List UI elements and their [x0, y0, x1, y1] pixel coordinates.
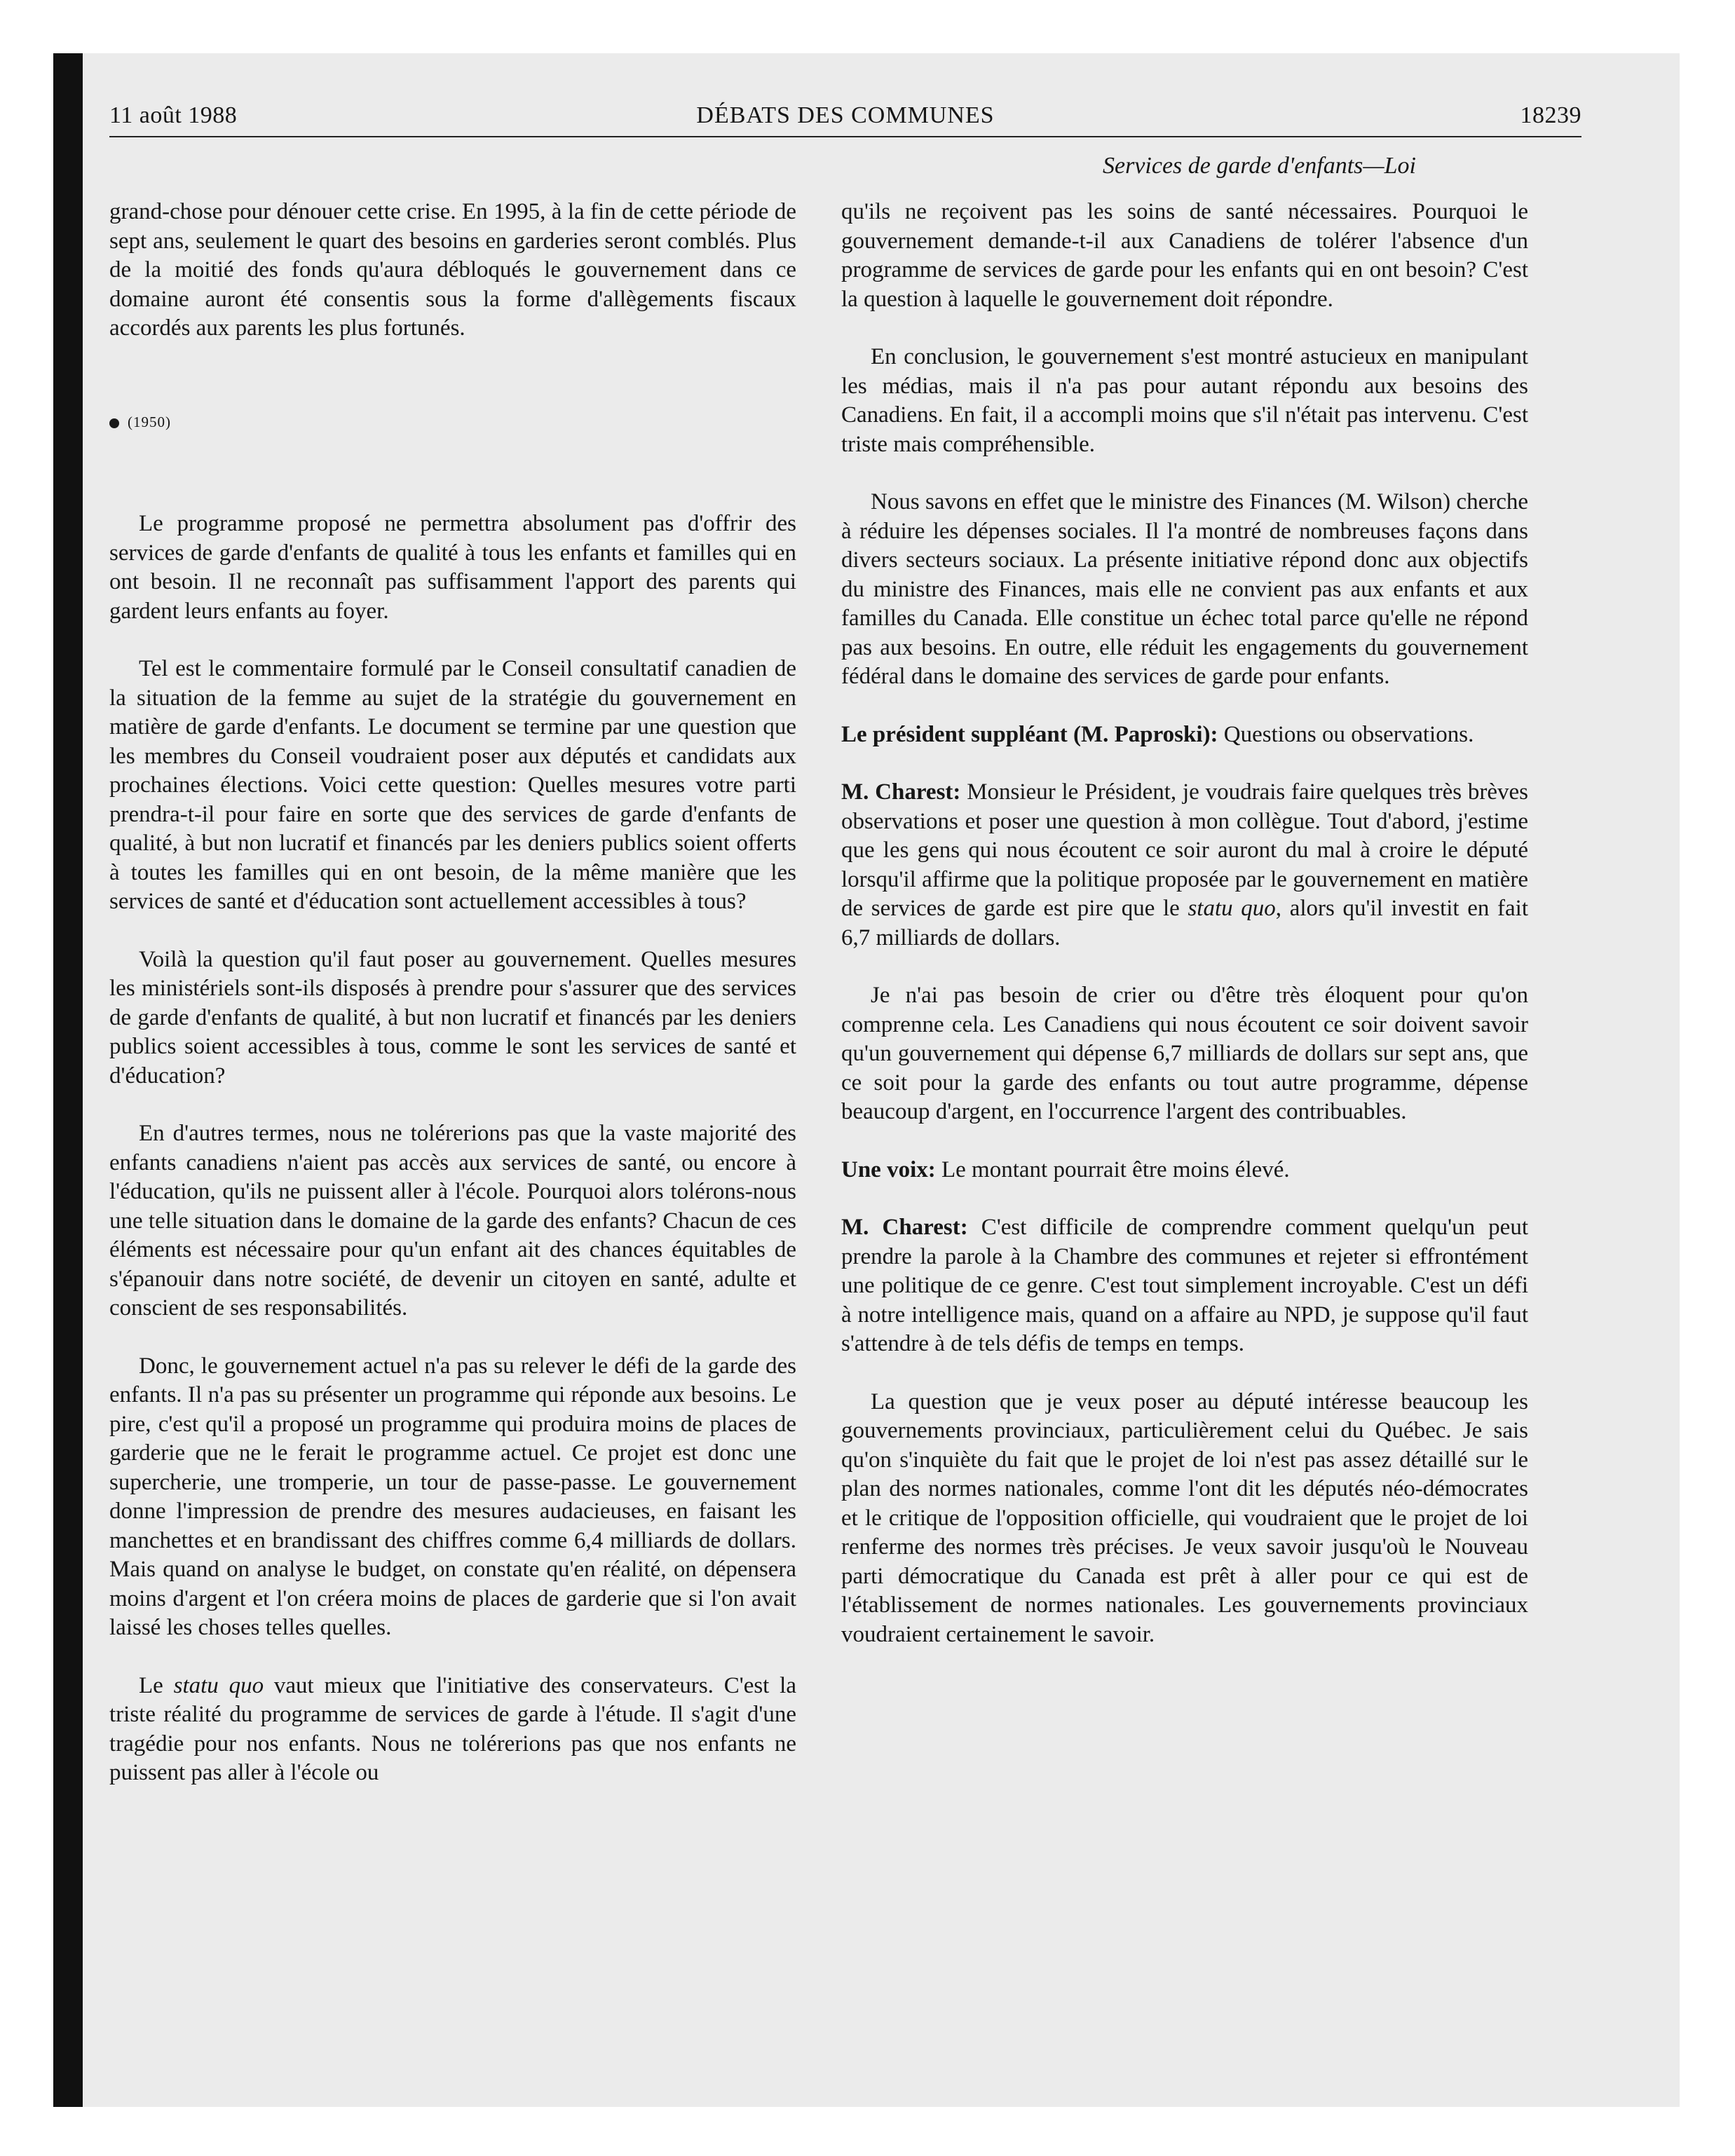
- paragraph: Tel est le commentaire formulé par le Conseil consultatif canadien de la situation de la femme au sujet de la stratégie du gouvernement en matière de garde d'enfants. Le document se termine par une question que les membres du Conseil voudraient poser aux députés et candidats aux prochaines élections. Voici cette question: Quelles mesures votre parti prendra-t-il pour faire en sorte que des services de garde d'enfants de qualité, à but non lucratif et financés par les deniers publics soient offerts à toutes les familles qui en ont besoin, de la même manière que les services de santé et d'éducation sont actuellement accessibles à tous?: [109, 656, 796, 914]
- speaker-name: Une voix:: [841, 1157, 936, 1182]
- text-run: Le: [139, 1672, 174, 1698]
- left-column: [109, 198, 796, 2027]
- time-marker: [109, 408, 796, 437]
- paragraph: Voilà la question qu'il faut poser au gouvernement. Quelles mesures les ministériels sont-ils disposés à prendre pour s'assurer que des services de garde d'enfants de qualité, à but non lucratif et financés par les deniers publics soient accessibles à tous, comme le sont les services de santé et d'éducation?: [109, 946, 796, 1089]
- paragraph: Nous savons en effet que le ministre des Finances (M. Wilson) cherche à réduire les dépenses sociales. Il l'a montré de nombreuses façons dans divers secteurs sociaux. La présente initiative répond donc aux objectifs du ministre des Finances, mais elle ne convient pas aux enfants et aux familles du Canada. Elle constitue un échec total parce qu'elle ne répond pas aux besoins. En outre, elle réduit les engagements du gouvernement fédéral dans le domaine des services de garde pour enfants.: [841, 489, 1528, 689]
- text-run: vaut mieux que l'initiative des conservateurs. C'est la triste réalité du programme de services de garde à l'étude. Il s'agit d'une tragédie pour nos enfants. Nous ne tolérerions pas que nos enfants ne puissent pas aller à l'école ou: [109, 1672, 796, 1785]
- paragraph: La question que je veux poser au député intéresse beaucoup les gouvernements provinciaux, particulièrement celui du Québec. Je sais qu'on s'inquiète du fait que le projet de loi n'est pas assez détaillé sur le plan des normes nationales, comme l'ont dit les députés néo-démocrates et le critique de l'opposition officielle, qui voudraient que le projet de loi renferme des normes très précises. Je veux savoir jusqu'où le Nouveau parti démocratique du Canada est prêt à aller pour ce qui est de l'établissement de normes nationales. Les gouvernements provinciaux voudraient certainement le savoir.: [841, 1389, 1528, 1647]
- header-rule: [109, 136, 1581, 137]
- paragraph: qu'ils ne reçoivent pas les soins de santé nécessaires. Pourquoi le gouvernement demande-t-il aux Canadiens de tolérer l'absence d'un programme de services de garde pour les enfants qui en ont besoin? C'est la question à laquelle le gouvernement doit répondre.: [841, 199, 1528, 312]
- italic-term: statu quo: [1188, 896, 1276, 921]
- page-header: [109, 102, 1581, 139]
- speaker-name: M. Charest:: [841, 1215, 968, 1240]
- paragraph: En d'autres termes, nous ne tolérerions pas que la vaste majorité des enfants canadiens n'aient pas accès aux services de santé, ou encore à l'éducation, qu'ils ne puissent aller à l'école. Pourquoi alors tolérons-nous une telle situation dans le domaine de la garde des enfants? Chacun de ces éléments est nécessaire pour qu'un enfant ait des chances équitables de s'épanouir dans notre société, de devenir un citoyen en santé, adulte et conscient de ses responsabilités.: [109, 1121, 796, 1321]
- paragraph: [109, 1672, 796, 1788]
- speech-text: Monsieur le Président, je voudrais faire quelques très brèves observations et poser une question à mon collègue. Tout d'abord, j'estime que les gens qui nous écoutent ce soir auront du mal à croire le député lorsqu'il affirme que la politique proposée par le gouvernement en matière de services de garde est pire que le: [841, 779, 1528, 921]
- right-column: [841, 198, 1528, 2027]
- speaker-name: Le président suppléant (M. Paproski):: [841, 721, 1218, 747]
- speech-paragraph: [841, 1213, 1528, 1359]
- header-date: 11 août 1988: [109, 102, 238, 128]
- time-marker-text: (1950): [128, 413, 171, 430]
- header-page-number: 18239: [1520, 102, 1581, 128]
- speech-text: C'est difficile de comprendre comment quelqu'un peut prendre la parole à la Chambre des communes et rejeter si effrontément une politique de ce genre. C'est tout simplement incroyable. C'est un défi à notre intelligence mais, quand on a affaire au NPD, je suppose qu'il faut s'attendre à de tels défis de temps en temps.: [841, 1215, 1528, 1356]
- speech-paragraph: [841, 721, 1528, 750]
- italic-term: statu quo: [173, 1672, 264, 1698]
- speech-paragraph: [841, 1156, 1528, 1185]
- paragraph: Donc, le gouvernement actuel n'a pas su relever le défi de la garde des enfants. Il n'a pas su présenter un programme qui réponde aux besoins. Le pire, c'est qu'il a proposé un programme qui produira moins de places de garderie que ne le ferait le programme actuel. Ce projet est donc une supercherie, une tromperie, un tour de passe-passe. Le gouvernement donne l'impression de prendre des mesures audacieuses, en faisant les manchettes et en brandissant des chiffres comme 6,4 milliards de dollars. Mais quand on analyse le budget, on constate qu'en réalité, on dépensera moins d'argent et l'on créera moins de places de garderie que si l'on avait laissé les choses telles quelles.: [109, 1353, 796, 1640]
- paragraph: grand-chose pour dénouer cette crise. En 1995, à la fin de cette période de sept ans, seulement le quart des besoins en garderies seront comblés. Plus de la moitié des fonds qu'aura débloqués le gouvernement dans ce domaine auront été consentis sous la forme d'allègements fiscaux accordés aux parents les plus fortunés.: [109, 199, 796, 341]
- paragraph: En conclusion, le gouvernement s'est montré astucieux en manipulant les médias, mais il n'a pas pour autant répondu aux besoins des Canadiens. En fait, il a accompli moins que s'il n'était pas intervenu. C'est triste mais compréhensible.: [841, 344, 1528, 457]
- speech-paragraph: [841, 778, 1528, 953]
- binding-edge: [53, 53, 83, 2107]
- speaker-name: M. Charest:: [841, 779, 961, 805]
- bullet-icon: [109, 418, 119, 428]
- speech-text: , alors qu'il investit en fait 6,7 milliards de dollars.: [841, 896, 1528, 950]
- header-publication: DÉBATS DES COMMUNES: [696, 102, 995, 128]
- paragraph: Le programme proposé ne permettra absolument pas d'offrir des services de garde d'enfants de qualité à tous les enfants et familles qui en ont besoin. Il ne reconnaît pas suffisamment l'apport des parents qui gardent leurs enfants au foyer.: [109, 511, 796, 624]
- section-subheader: Services de garde d'enfants—Loi: [1103, 153, 1416, 179]
- paragraph: Je n'ai pas besoin de crier ou d'être très éloquent pour qu'on comprenne cela. Les Canadiens qui nous écoutent ce soir doivent savoir qu'un gouvernement qui dépense 6,7 milliards de dollars sur sept ans, que ce soit pour la garde des enfants ou tout autre programme, dépense beaucoup d'argent, en l'occurrence l'argent des contribuables.: [841, 983, 1528, 1124]
- speech-text: Questions ou observations.: [1218, 721, 1474, 747]
- speech-text: Le montant pourrait être moins élevé.: [935, 1157, 1290, 1182]
